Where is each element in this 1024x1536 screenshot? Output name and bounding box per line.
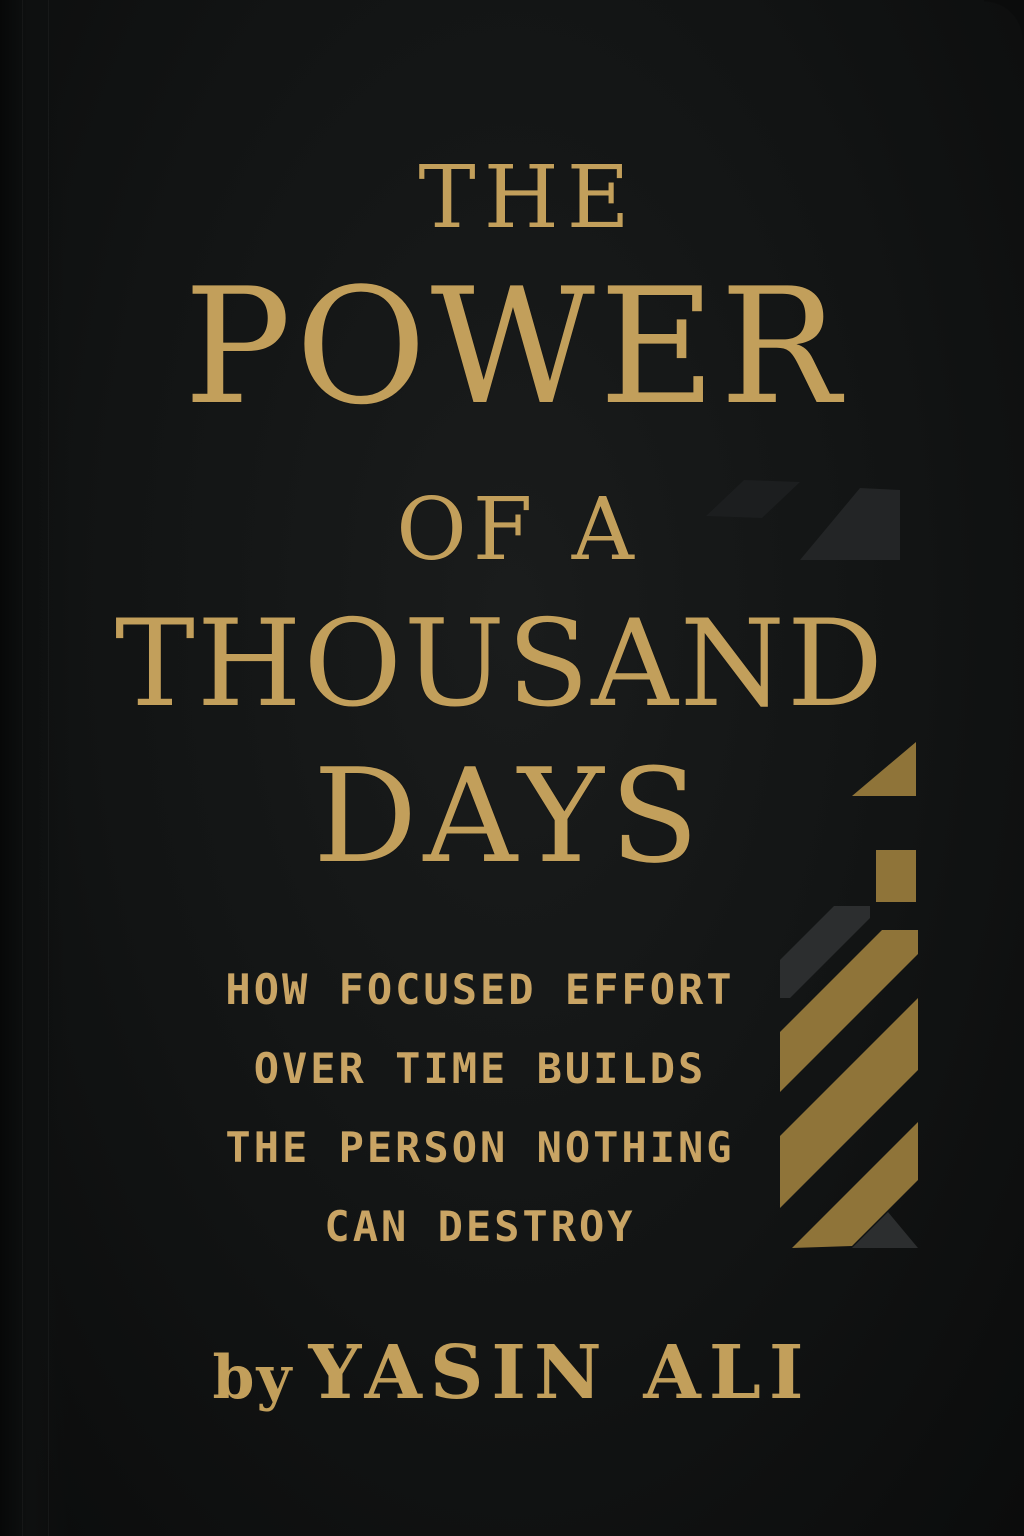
subtitle-line: HOW FOCUSED EFFORT — [225, 965, 735, 1014]
title-line-of-a: OF A — [396, 480, 640, 580]
subtitle-line: THE PERSON NOTHING — [225, 1123, 735, 1172]
dark-triangle-icon — [852, 1212, 918, 1248]
subtitle-line: CAN DESTROY — [324, 1202, 636, 1251]
byline — [0, 1330, 1024, 1416]
subtitle — [140, 950, 820, 1266]
cover-corner — [984, 0, 1024, 40]
title-line-the: THE — [418, 148, 638, 248]
title-line-power: POWER — [183, 253, 845, 440]
title-line-days: DAYS — [313, 740, 705, 892]
author-name: YASIN ALI — [308, 1330, 812, 1416]
subtitle-line: OVER TIME BUILDS — [253, 1044, 707, 1093]
title-line-thousand: THOUSAND — [114, 595, 886, 734]
byline-prefix: by — [212, 1343, 294, 1413]
